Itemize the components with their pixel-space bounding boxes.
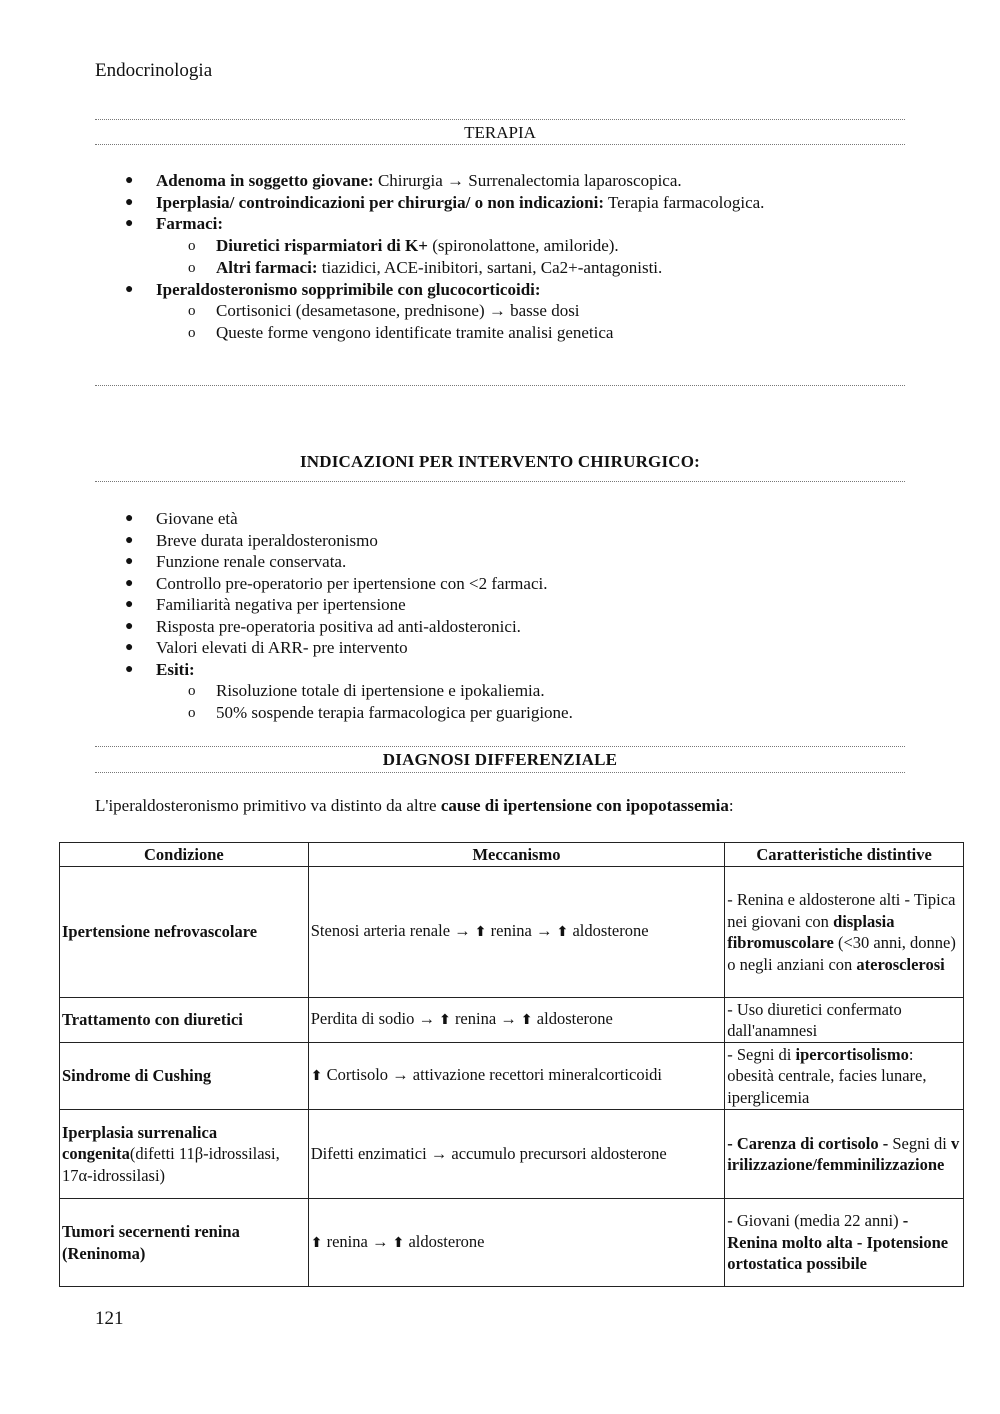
- list-item: ● Funzione renale conservata.: [125, 552, 347, 571]
- divider: [95, 385, 905, 386]
- diagnosi-intro: L'iperaldosteronismo primitivo va distinto da altre cause di ipertensione con ipopotassemia:: [95, 796, 734, 815]
- table-row: [60, 867, 964, 998]
- section-heading-terapia: TERAPIA: [464, 123, 536, 142]
- sub-list-item: o 50% sospende terapia farmacologica per guarigione.: [188, 703, 573, 722]
- table-header-row: [60, 843, 964, 867]
- arrow-up-icon: ⬆: [556, 924, 569, 941]
- condition-cell: Trattamento con diuretici: [60, 998, 309, 1043]
- divider: [95, 746, 905, 747]
- running-header: Endocrinologia: [95, 60, 213, 81]
- table-row: [60, 998, 964, 1043]
- sub-list-item: o Altri farmaci: tiazidici, ACE-inibitori, sartani, Ca2+-antagonisti.: [188, 257, 663, 277]
- arrow-up-icon: ⬆: [392, 1234, 405, 1251]
- mechanism-cell: ⬆ Cortisolo → attivazione recettori mineralcorticoidi: [308, 1043, 724, 1110]
- arrow-up-icon: ⬆: [310, 1234, 323, 1251]
- page-number: 121: [95, 1308, 124, 1329]
- mechanism-cell: Difetti enzimatici → accumulo precursori aldosterone: [308, 1110, 724, 1199]
- column-header: Meccanismo: [308, 843, 724, 867]
- list-item: ● Familiarità negativa per ipertensione: [125, 595, 406, 614]
- mechanism-cell: Perdita di sodio → ⬆ renina → ⬆ aldosterone: [308, 998, 724, 1043]
- list-item: ● Farmaci: o Diuretici risparmiatori di K+ (spironolattone, amiloride). o Altri farmaci: tiazidici, ACE-inibitori, sartani, Ca2+-antagonisti.: [95, 213, 905, 279]
- divider-top: [95, 119, 905, 120]
- mechanism-cell: ⬆ renina → ⬆ aldosterone: [308, 1199, 724, 1287]
- arrow-up-icon: ⬆: [439, 1012, 451, 1029]
- arrow-up-icon: ⬆: [520, 1012, 533, 1029]
- list-item: ● Risposta pre-operatoria positiva ad anti-aldosteronici.: [125, 616, 521, 636]
- features-cell: - Segni di ipercortisolismo: obesità centrale, facies lunare, iperglicemia: [725, 1043, 964, 1110]
- section-heading-diagnosi: DIAGNOSI DIFFERENZIALE: [382, 750, 618, 769]
- list-item: ● Iperaldosteronismo sopprimibile con glucocorticoidi: o Cortisonici (desametasone, prednisone) → basse dosi o Queste forme vengono identificate tramite analisi genetica: [95, 279, 905, 345]
- features-cell: - Giovani (media 22 anni) - Renina molto alta - Ipotensione ortostatica possibile: [725, 1199, 964, 1287]
- list-item: ● Esiti: o Risoluzione totale di ipertensione e ipokaliemia. o 50% sospende terapia farmacologica per guarigione.: [95, 659, 905, 725]
- sub-list-item: o Cortisonici (desametasone, prednisone) → basse dosi: [188, 301, 580, 320]
- condition-cell: Ipertensione nefrovascolare: [60, 867, 309, 998]
- features-cell: - Renina e aldosterone alti - Tipica nei giovani con displasia fibromuscolare (<30 anni, donne) o negli anziani con aterosclerosi: [725, 867, 964, 998]
- table-row: [60, 1110, 964, 1199]
- list-item: ● Adenoma in soggetto giovane: Chirurgia → Surrenalectomia laparoscopica.: [125, 171, 682, 190]
- list-item: ● Breve durata iperaldosteronismo: [125, 530, 378, 550]
- features-cell: - Carenza di cortisolo - Segni di virilizzazione/femminilizzazione: [725, 1110, 964, 1199]
- divider: [95, 144, 905, 145]
- list-item: ● Iperplasia/ controindicazioni per chirurgia/ o non indicazioni: Terapia farmacologica.: [125, 192, 765, 212]
- sub-list-item: o Risoluzione totale di ipertensione e ipokaliemia.: [188, 681, 545, 700]
- list-item: ● Controllo pre-operatorio per ipertensione con <2 farmaci.: [125, 573, 548, 593]
- sub-list-item: o Queste forme vengono identificate tramite analisi genetica: [188, 323, 614, 342]
- divider: [95, 481, 905, 482]
- indicazioni-list: [95, 508, 905, 724]
- list-item: ● Giovane età: [125, 509, 238, 528]
- table-row: [60, 1199, 964, 1287]
- arrow-up-icon: ⬆: [474, 924, 487, 941]
- features-cell: - Uso diuretici confermato dall'anamnesi: [725, 998, 964, 1043]
- divider: [95, 772, 905, 773]
- differential-diagnosis-table: [59, 842, 964, 1287]
- table-row: [60, 1043, 964, 1110]
- column-header: Condizione: [60, 843, 309, 867]
- condition-cell: Iperplasia surrenalica congenita(difetti 11β-idrossilasi, 17α-idrossilasi): [60, 1110, 309, 1199]
- arrow-up-icon: ⬆: [310, 1068, 323, 1085]
- sub-list-item: o Diuretici risparmiatori di K+ (spironolattone, amiloride).: [188, 235, 619, 255]
- list-item: ● Valori elevati di ARR- pre intervento: [125, 638, 408, 657]
- condition-cell: Sindrome di Cushing: [60, 1043, 309, 1110]
- terapia-list: [95, 170, 905, 344]
- section-heading-indicazioni: INDICAZIONI PER INTERVENTO CHIRURGICO:: [299, 452, 701, 471]
- condition-cell: Tumori secernenti renina (Reninoma): [60, 1199, 309, 1287]
- mechanism-cell: Stenosi arteria renale → ⬆ renina → ⬆ aldosterone: [308, 867, 724, 998]
- column-header: Caratteristiche distintive: [725, 843, 964, 867]
